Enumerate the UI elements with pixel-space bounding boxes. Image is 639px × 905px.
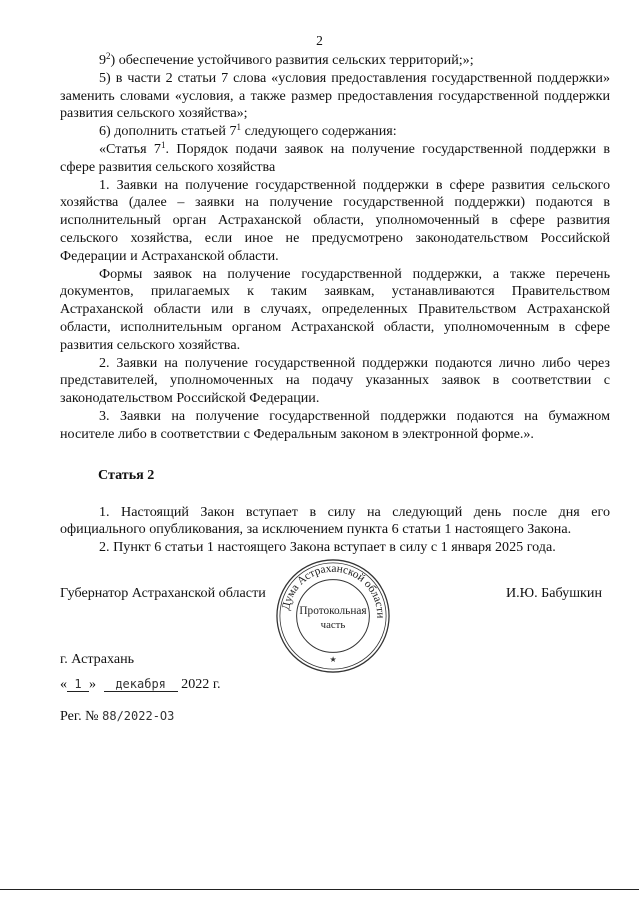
article-7-1-paragraph-1: 1. Заявки на получение государственной поддержки в сфере развития сельского хозяйства (далее – заявки на получение государственной поддержки) подаются в исполнительный орган Астраханской области, уполномоченный в сфере развития сельского хозяйства, если иное не предусмотрено законодательством Российской Федерации и Астраханской области. xyxy=(60,176,610,264)
item-9-2-superscript: 2 xyxy=(106,51,111,61)
article-7-1-paragraph-2: Формы заявок на получение государственной поддержки, а также перечень документов, прилагаемых к таким заявкам, устанавливаются Правительством Астраханской области или в случаях, определенных Правительством Астраханской области, исполнительным органом Астраханской области, уполномоченным в сфере развития сельского хозяйства. xyxy=(60,265,610,353)
signatory-name: И.Ю. Бабушкин xyxy=(505,585,602,601)
place-of-signing: г. Астрахань xyxy=(60,651,135,667)
article-7-1-heading-prefix: «Статья 7 xyxy=(99,140,161,157)
date-day: 1 xyxy=(67,677,89,692)
article-7-1-heading-superscript: 1 xyxy=(160,139,166,150)
stamp-center-line-2: часть xyxy=(320,618,346,631)
registration-value: 88/2022-ОЗ xyxy=(102,709,175,723)
page-number: 2 xyxy=(316,33,323,48)
article-7-1-heading-suffix: . Порядок подачи заявок на получение государственной поддержки в сфере развития сельского хозяйства xyxy=(60,140,611,175)
date-year: 2022 г. xyxy=(181,676,221,692)
date-month: декабря xyxy=(104,677,178,692)
item-6-superscript: 1 xyxy=(236,122,242,133)
item-9-2-text: ) обеспечение устойчивого развития сельских территорий;»; xyxy=(110,52,474,68)
signing-date xyxy=(60,676,221,693)
date-close-quote: » xyxy=(89,676,97,692)
item-6 xyxy=(60,123,610,141)
official-stamp xyxy=(274,557,392,675)
item-5: 5) в части 2 статьи 7 слова «условия предоставления государственной поддержки» заменить словами «условия, а также размер предоставления государственной поддержки развития сельского хозяйства»; xyxy=(60,69,610,122)
article-2-heading: Статья 2 xyxy=(98,466,155,483)
article-2-paragraph-1: 1. Настоящий Закон вступает в силу на следующий день после дня его официального опубликования, за исключением пункта 6 статьи 1 настоящего Закона. xyxy=(60,503,610,538)
stamp-center-line-1: Протокольная xyxy=(299,605,367,618)
item-6-prefix: 6) дополнить статьей 7 xyxy=(99,123,237,140)
article-7-1-heading xyxy=(60,141,610,177)
item-6-suffix: следующего содержания: xyxy=(241,123,397,140)
item-9-2 xyxy=(60,52,610,70)
article-2-paragraph-2: 2. Пункт 6 статьи 1 настоящего Закона вступает в силу с 1 января 2025 года. xyxy=(99,539,556,556)
date-open-quote: « xyxy=(60,676,68,692)
article-7-1-paragraph-3: 2. Заявки на получение государственной поддержки подаются лично либо через представителей, уполномоченных на подачу указанных заявок в соответствии с законодательством Российской Федерации. xyxy=(60,354,610,407)
article-7-1-paragraph-4: 3. Заявки на получение государственной поддержки подаются на бумажном носителе либо в соответствии с Федеральным законом в электронной форме.». xyxy=(60,407,610,442)
registration-label: Рег. № xyxy=(60,708,99,724)
registration-number xyxy=(60,708,174,725)
item-9-2-number: 9 xyxy=(99,52,107,68)
document-body xyxy=(60,52,610,557)
stamp-ring-text: Дума Астраханской области xyxy=(280,562,387,619)
stamp-star-icon: ★ xyxy=(329,655,337,665)
bottom-divider xyxy=(0,889,639,890)
signatory-position: Губернатор Астраханской области xyxy=(60,585,266,601)
